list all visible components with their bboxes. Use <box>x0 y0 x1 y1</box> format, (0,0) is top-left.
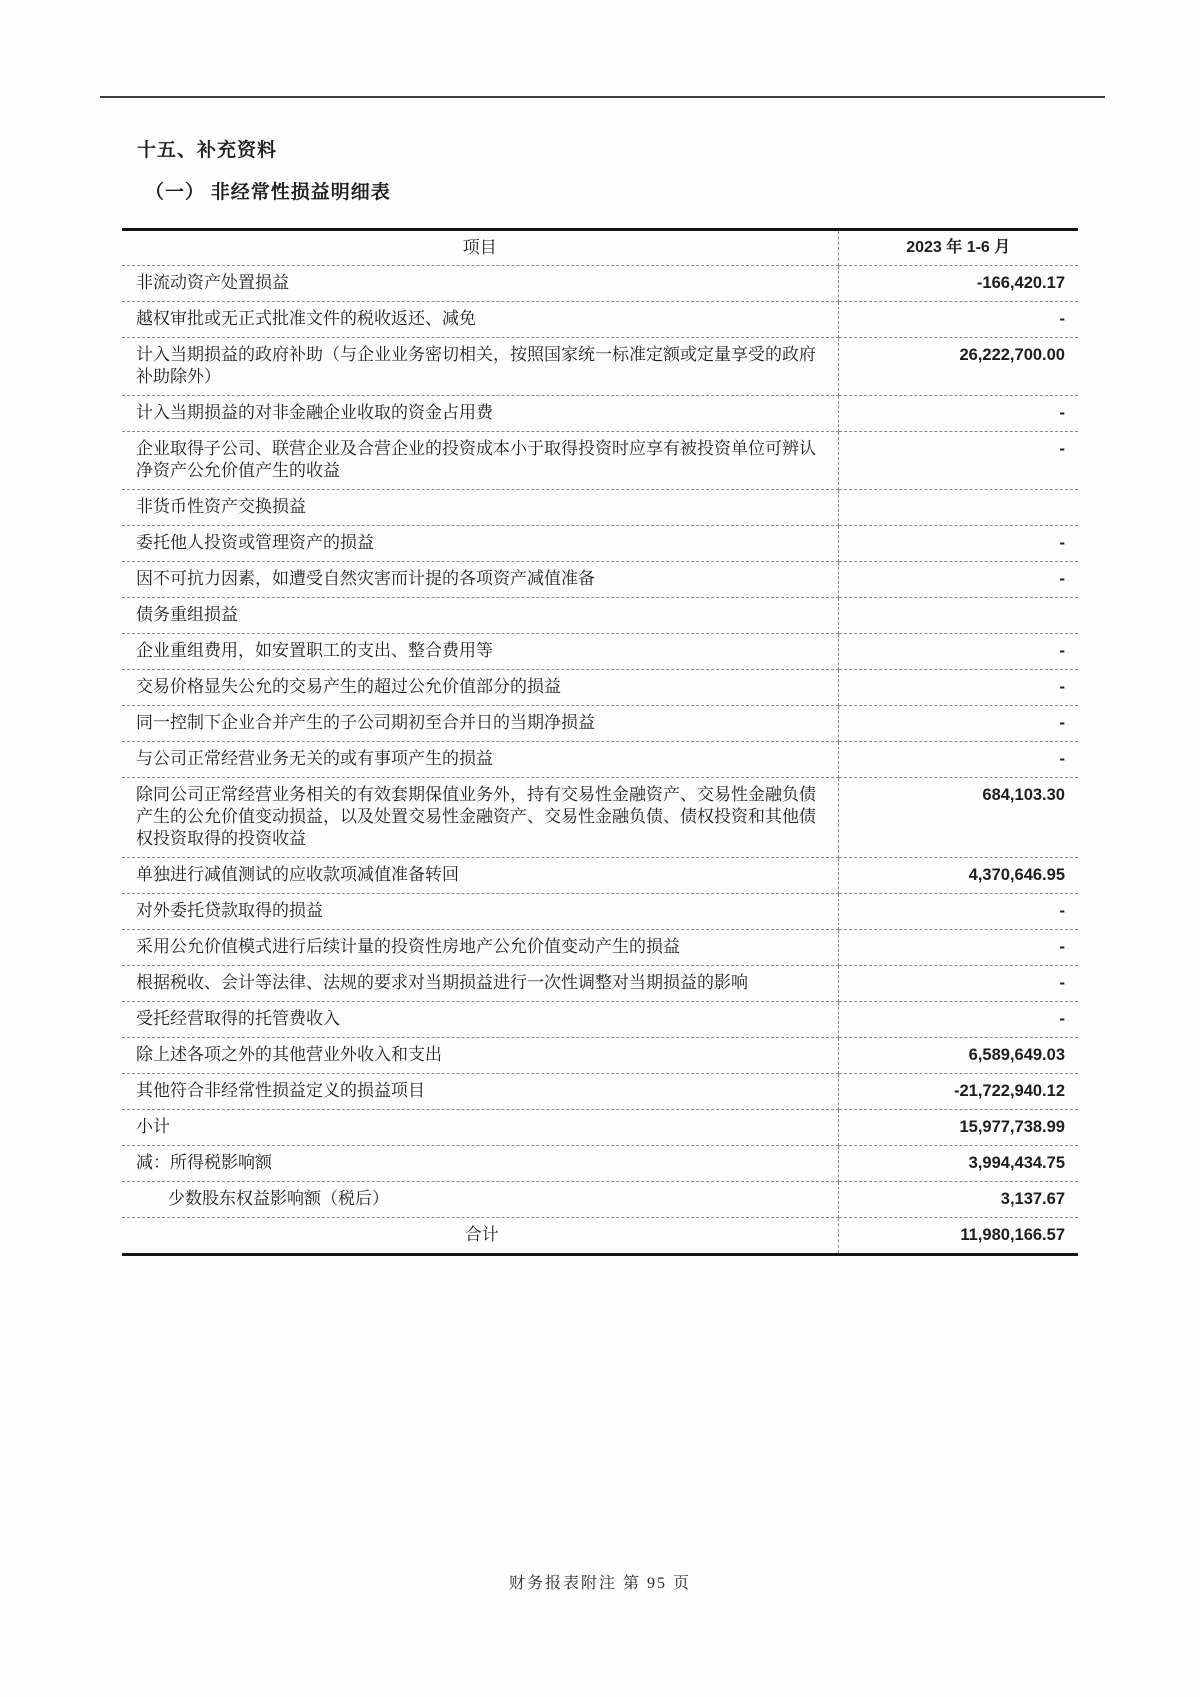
value-cell <box>838 490 1078 526</box>
item-cell: 与公司正常经营业务无关的或有事项产生的损益 <box>122 742 838 778</box>
table-header-row <box>122 230 1078 266</box>
item-cell: 少数股东权益影响额（税后） <box>122 1182 838 1218</box>
value-cell: - <box>838 526 1078 562</box>
value-cell: - <box>838 742 1078 778</box>
subsection-title: （一） 非经常性损益明细表 <box>145 182 391 203</box>
table-row <box>122 1218 1078 1255</box>
page-footer: 财务报表附注 第 95 页 <box>508 1575 691 1592</box>
value-cell: - <box>838 930 1078 966</box>
value-cell: - <box>838 1002 1078 1038</box>
value-cell: - <box>838 634 1078 670</box>
table-row <box>122 1146 1078 1182</box>
value-cell: - <box>838 894 1078 930</box>
table-row <box>122 858 1078 894</box>
item-cell: 小计 <box>122 1110 838 1146</box>
table-row <box>122 742 1078 778</box>
table-row <box>122 1110 1078 1146</box>
item-cell: 除上述各项之外的其他营业外收入和支出 <box>122 1038 838 1074</box>
table-row <box>122 706 1078 742</box>
value-cell: 11,980,166.57 <box>838 1218 1078 1255</box>
table-row <box>122 778 1078 858</box>
value-cell: - <box>838 432 1078 490</box>
table-row <box>122 1038 1078 1074</box>
table-row <box>122 266 1078 302</box>
table-row <box>122 562 1078 598</box>
item-cell: 采用公允价值模式进行后续计量的投资性房地产公允价值变动产生的损益 <box>122 930 838 966</box>
table-row <box>122 966 1078 1002</box>
table-row <box>122 1182 1078 1218</box>
item-cell: 交易价格显失公允的交易产生的超过公允价值部分的损益 <box>122 670 838 706</box>
table-row <box>122 1074 1078 1110</box>
page-header-rule <box>100 96 1105 98</box>
item-cell: 对外委托贷款取得的损益 <box>122 894 838 930</box>
item-cell: 因不可抗力因素，如遭受自然灾害而计提的各项资产减值准备 <box>122 562 838 598</box>
table-body <box>122 266 1078 1255</box>
item-cell: 根据税收、会计等法律、法规的要求对当期损益进行一次性调整对当期损益的影响 <box>122 966 838 1002</box>
item-cell: 债务重组损益 <box>122 598 838 634</box>
item-cell: 越权审批或无正式批准文件的税收返还、减免 <box>122 302 838 338</box>
item-cell: 受托经营取得的托管费收入 <box>122 1002 838 1038</box>
value-cell: - <box>838 302 1078 338</box>
column-header-period: 2023 年 1-6 月 <box>838 230 1078 266</box>
value-cell: - <box>838 396 1078 432</box>
item-cell: 非货币性资产交换损益 <box>122 490 838 526</box>
value-cell: - <box>838 670 1078 706</box>
item-cell: 非流动资产处置损益 <box>122 266 838 302</box>
value-cell: 3,994,434.75 <box>838 1146 1078 1182</box>
item-cell: 企业取得子公司、联营企业及合营企业的投资成本小于取得投资时应享有被投资单位可辨认净资产公允价值产生的收益 <box>122 432 838 490</box>
value-cell: 26,222,700.00 <box>838 338 1078 396</box>
value-cell: 6,589,649.03 <box>838 1038 1078 1074</box>
table-row <box>122 894 1078 930</box>
table-row <box>122 598 1078 634</box>
value-cell <box>838 598 1078 634</box>
value-cell: 3,137.67 <box>838 1182 1078 1218</box>
table-row <box>122 490 1078 526</box>
value-cell: - <box>838 966 1078 1002</box>
item-cell: 其他符合非经常性损益定义的损益项目 <box>122 1074 838 1110</box>
value-cell: - <box>838 706 1078 742</box>
section-title: 十五、补充资料 <box>137 140 278 161</box>
non-recurring-gains-losses-table <box>122 228 1078 1256</box>
table-row <box>122 396 1078 432</box>
item-cell: 同一控制下企业合并产生的子公司期初至合并日的当期净损益 <box>122 706 838 742</box>
table-row <box>122 526 1078 562</box>
table-row <box>122 302 1078 338</box>
item-cell: 计入当期损益的政府补助（与企业业务密切相关，按照国家统一标准定额或定量享受的政府补助除外） <box>122 338 838 396</box>
table-row <box>122 432 1078 490</box>
value-cell: 15,977,738.99 <box>838 1110 1078 1146</box>
item-cell: 计入当期损益的对非金融企业收取的资金占用费 <box>122 396 838 432</box>
item-cell: 减：所得税影响额 <box>122 1146 838 1182</box>
value-cell: 684,103.30 <box>838 778 1078 858</box>
item-cell: 合计 <box>122 1218 838 1255</box>
item-cell: 除同公司正常经营业务相关的有效套期保值业务外，持有交易性金融资产、交易性金融负债产生的公允价值变动损益，以及处置交易性金融资产、交易性金融负债、债权投资和其他债权投资取得的投资收益 <box>122 778 838 858</box>
item-cell: 企业重组费用，如安置职工的支出、整合费用等 <box>122 634 838 670</box>
table-row <box>122 930 1078 966</box>
table-row <box>122 670 1078 706</box>
value-cell: -166,420.17 <box>838 266 1078 302</box>
table-row <box>122 1002 1078 1038</box>
table-row <box>122 338 1078 396</box>
column-header-item: 项目 <box>122 230 838 266</box>
value-cell: -21,722,940.12 <box>838 1074 1078 1110</box>
item-cell: 单独进行减值测试的应收款项减值准备转回 <box>122 858 838 894</box>
item-cell: 委托他人投资或管理资产的损益 <box>122 526 838 562</box>
value-cell: 4,370,646.95 <box>838 858 1078 894</box>
value-cell: - <box>838 562 1078 598</box>
table-row <box>122 634 1078 670</box>
